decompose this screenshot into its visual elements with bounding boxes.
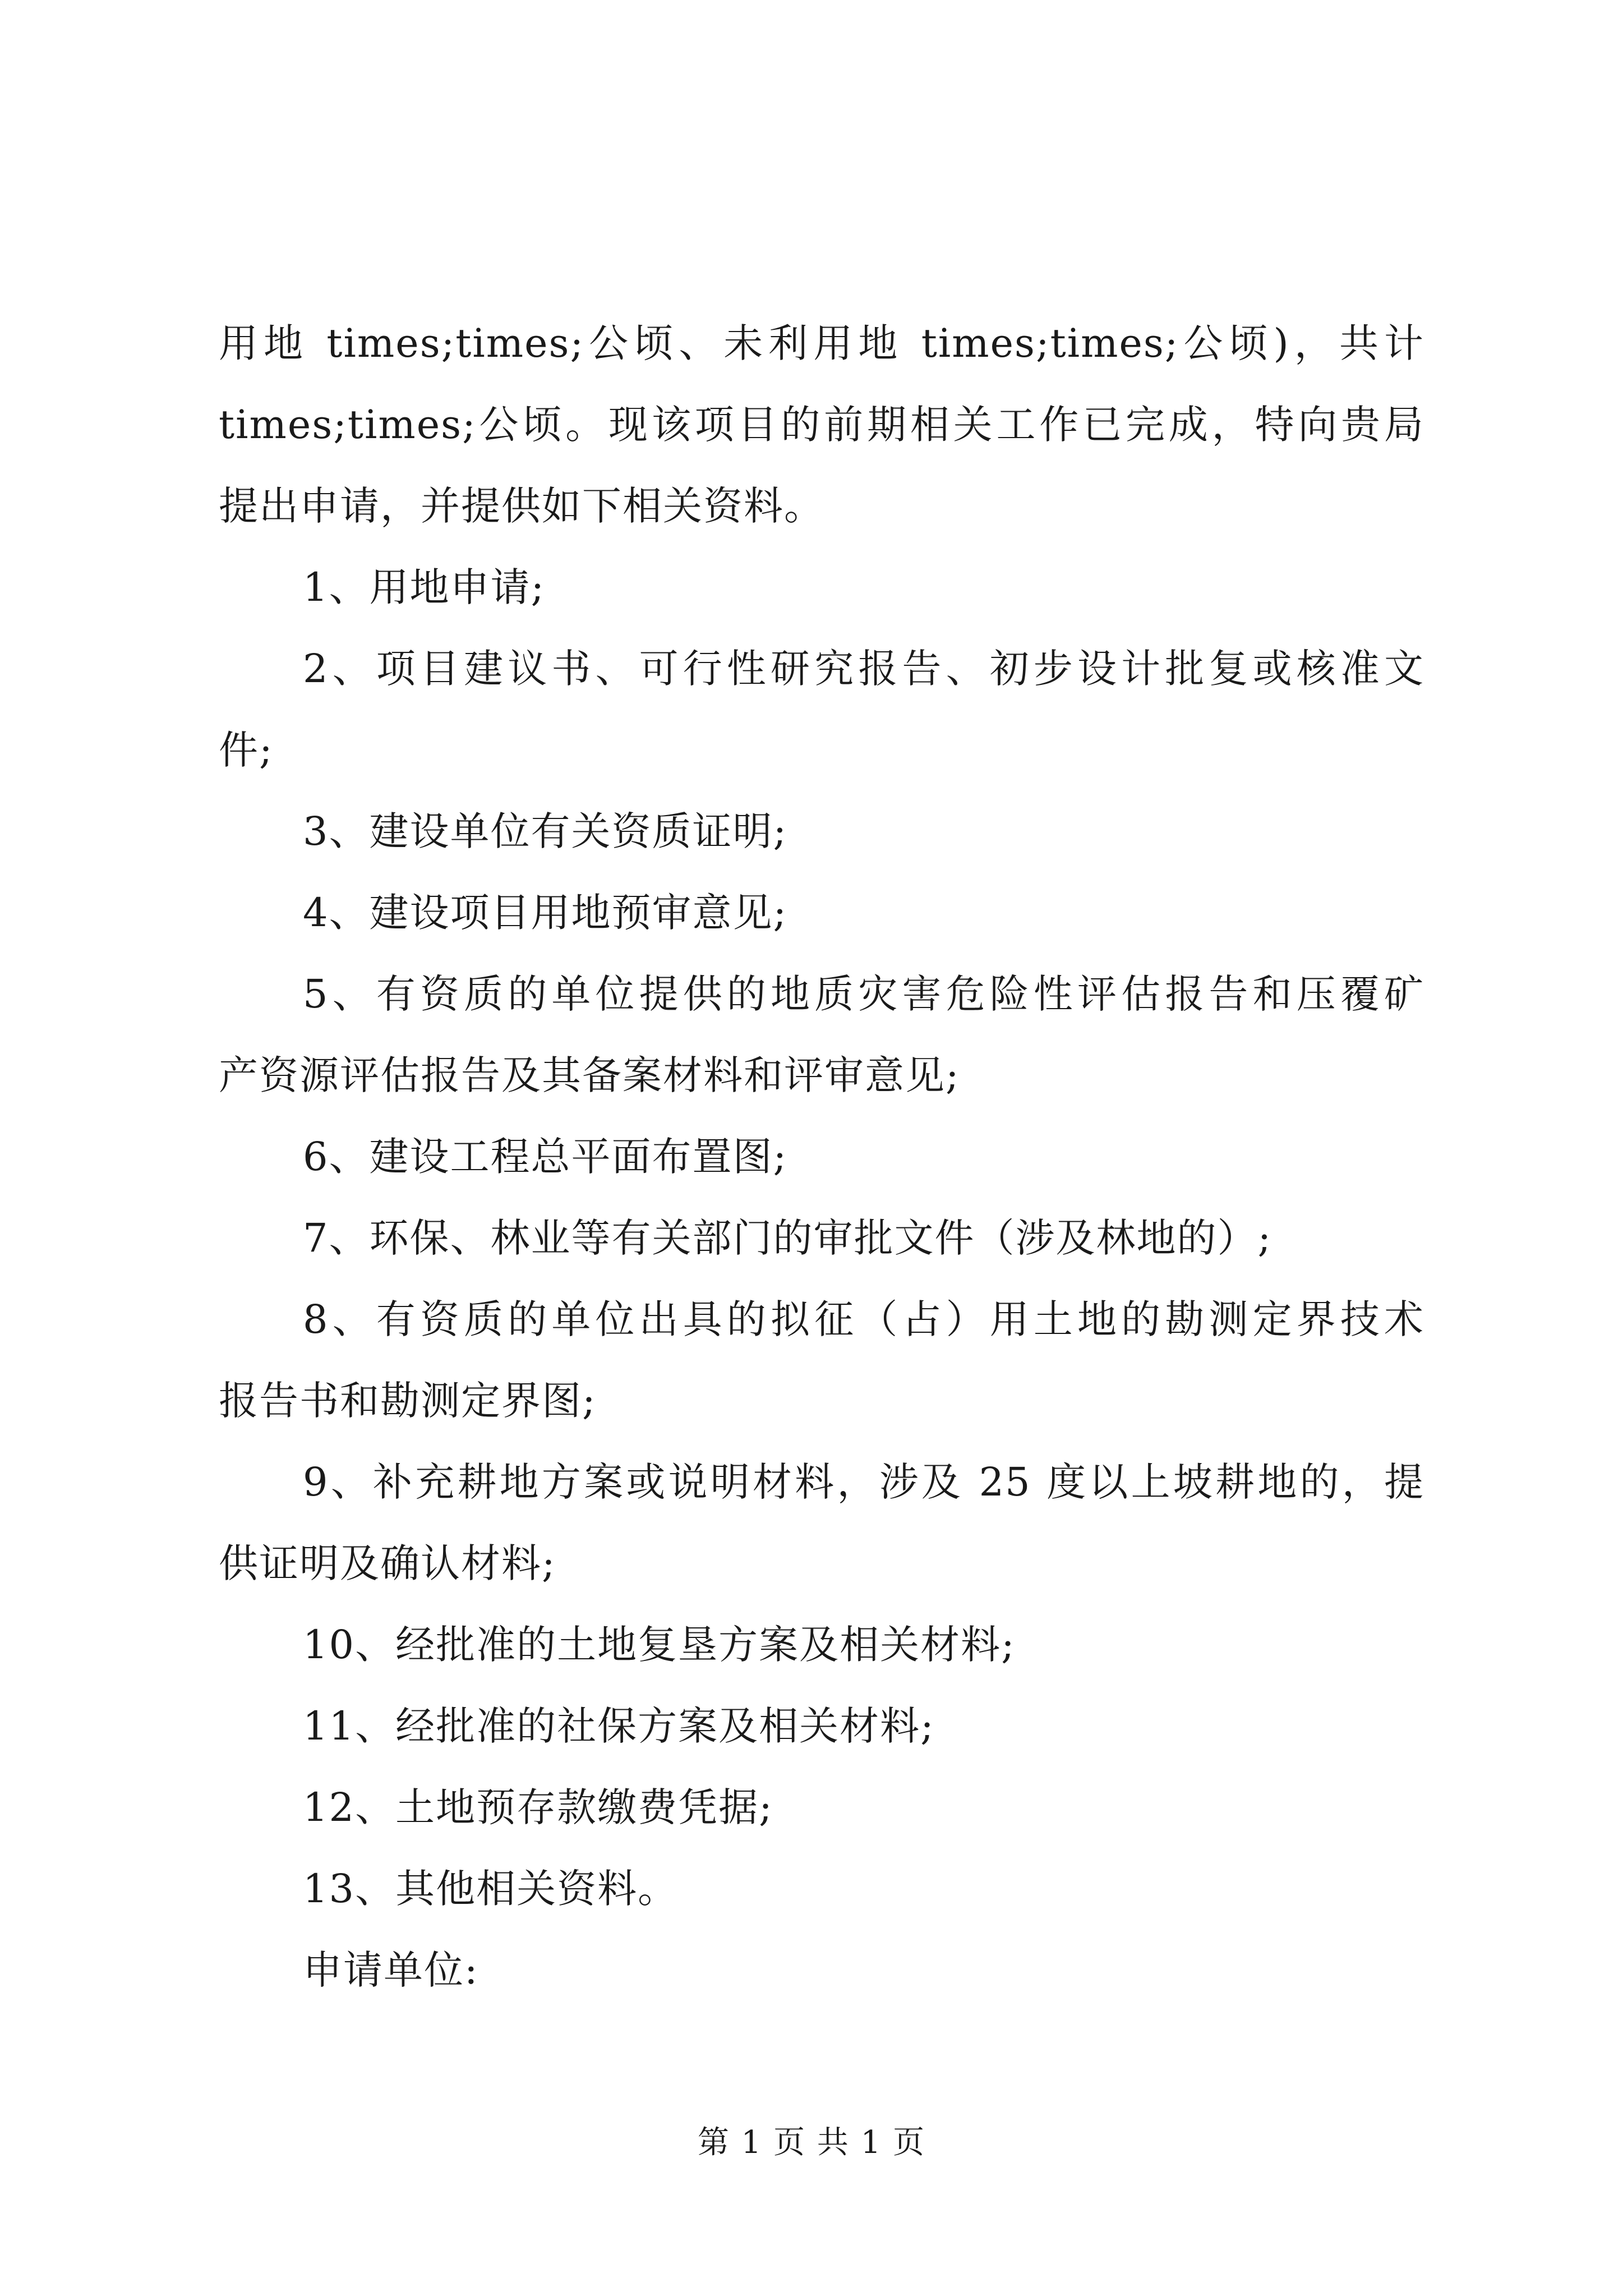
document-body [219, 303, 1424, 2011]
list-item: 1、用地申请; [303, 564, 546, 610]
list-item: 11、经批准的社保方案及相关材料; [303, 1703, 935, 1749]
list-item: 2、项目建议书、可行性研究报告、初步设计批复或核准文 [303, 646, 1424, 692]
list-item: 4、建设项目用地预审意见; [303, 890, 788, 936]
text-line: times;times;公顷。现该项目的前期相关工作已完成，特向贵局 [219, 402, 1424, 448]
list-item: 10、经批准的土地复垦方案及相关材料; [303, 1622, 1016, 1668]
text-line: 供证明及确认材料; [219, 1540, 556, 1586]
text-line: 产资源评估报告及其备案材料和评审意见; [219, 1052, 960, 1098]
page-number: 第 1 页 共 1 页 [697, 2124, 926, 2161]
list-item: 3、建设单位有关资质证明; [303, 808, 788, 854]
page-footer [0, 2120, 1623, 2165]
list-item: 9、补充耕地方案或说明材料，涉及 25 度以上坡耕地的，提 [303, 1459, 1424, 1505]
list-item: 12、土地预存款缴费凭据; [303, 1784, 773, 1830]
text-line: 用地 times;times;公顷、未利用地 times;times;公顷)，共计 [219, 320, 1424, 366]
list-item: 13、其他相关资料。 [303, 1866, 679, 1912]
list-item: 8、有资质的单位出具的拟征（占）用土地的勘测定界技术 [303, 1296, 1424, 1342]
list-item: 7、环保、林业等有关部门的审批文件（涉及林地的）; [303, 1215, 1272, 1261]
list-item: 5、有资质的单位提供的地质灾害危险性评估报告和压覆矿 [303, 971, 1424, 1017]
text-line: 件; [219, 727, 274, 773]
applicant-label: 申请单位: [303, 1947, 479, 1993]
text-line: 提出申请，并提供如下相关资料。 [219, 483, 824, 529]
list-item: 6、建设工程总平面布置图; [303, 1134, 788, 1180]
text-line: 报告书和勘测定界图; [219, 1378, 597, 1424]
